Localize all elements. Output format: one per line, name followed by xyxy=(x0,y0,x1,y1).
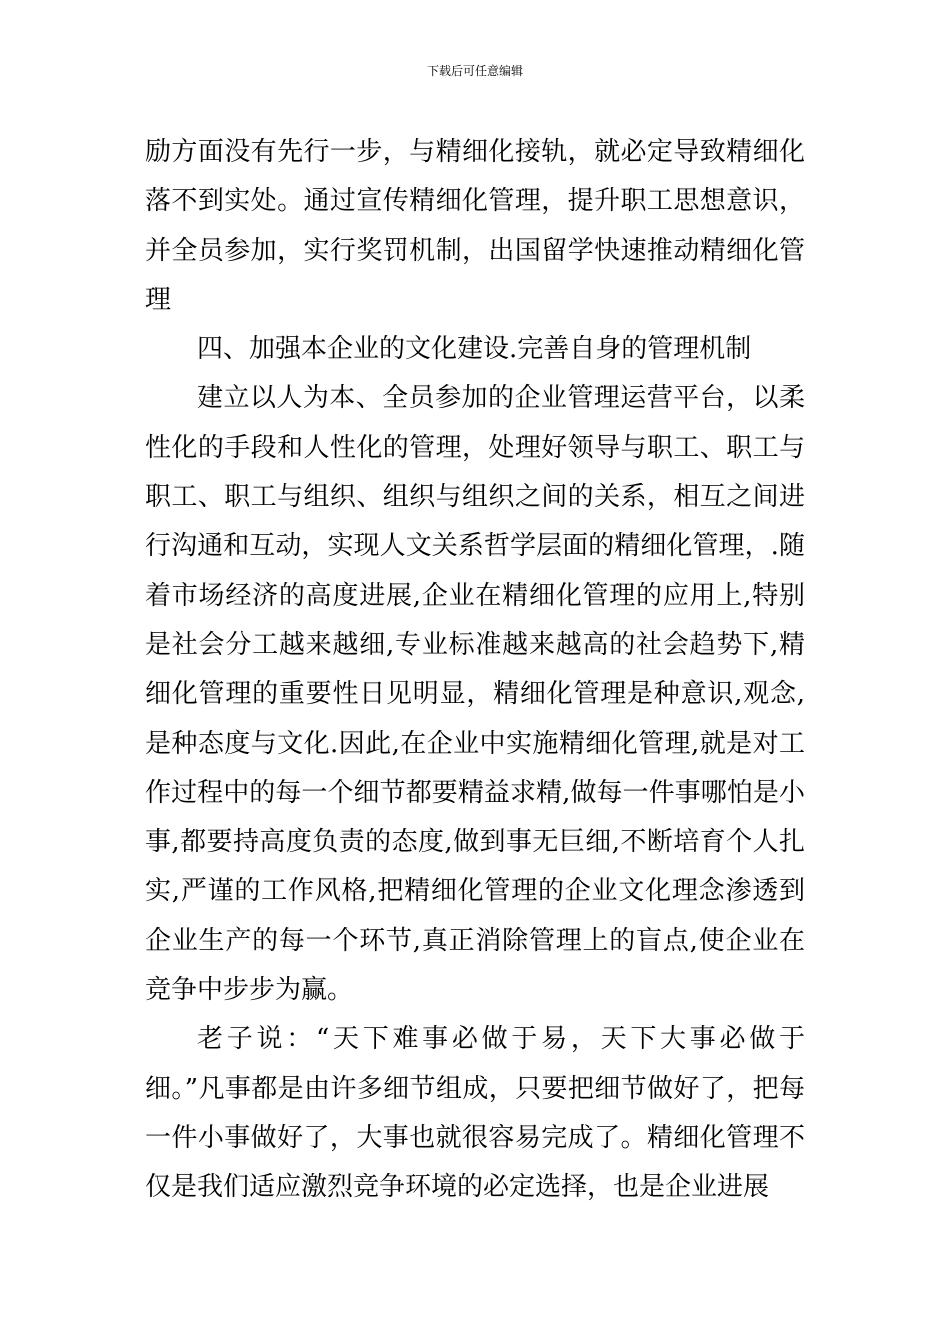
paragraph-culture: 建立以人为本、全员参加的企业管理运营平台，以柔性化的手段和人性化的管理，处理好领导与职工、职工与职工、职工与组织、组织与组织之间的关系，相互之间进行沟通和互动，实现人文关系哲学层面的精细化管理，.随着市场经济的高度进展,企业在精细化管理的应用上,特别是社会分工越来越细,专业标准越来越高的社会趋势下,精细化管理的重要性日见明显，精细化管理是种意识,观念,是种态度与文化.因此,在企业中实施精细化管理,就是对工作过程中的每一个细节都要精益求精,做每一件事哪怕是小事,都要持高度负责的态度,做到事无巨细,不断培育个人扎实,严谨的工作风格,把精细化管理的企业文化理念渗透到企业生产的每一个环节,真正消除管理上的盲点,使企业在竞争中步步为赢。 xyxy=(145,383,805,1006)
document-body xyxy=(145,128,805,1213)
paragraph-laozi: 老子说：“天下难事必做于易，天下大事必做于细。”凡事都是由许多细节组成，只要把细节做好了，把每一件小事做好了，大事也就很容易完成了。精细化管理不仅是我们适应激烈竞争环境的必定选择，也是企业进展 xyxy=(145,1024,805,1203)
page-header: 下载后可任意编辑 xyxy=(426,64,523,78)
paragraph-continuation: 励方面没有先行一步，与精细化接轨，就必定导致精细化落不到实处。通过宣传精细化管理，提升职工思想意识，并全员参加，实行奖罚机制，出国留学快速推动精细化管理 xyxy=(145,137,805,315)
section-heading: 四、加强本企业的文化建设.完善自身的管理机制 xyxy=(197,334,752,365)
